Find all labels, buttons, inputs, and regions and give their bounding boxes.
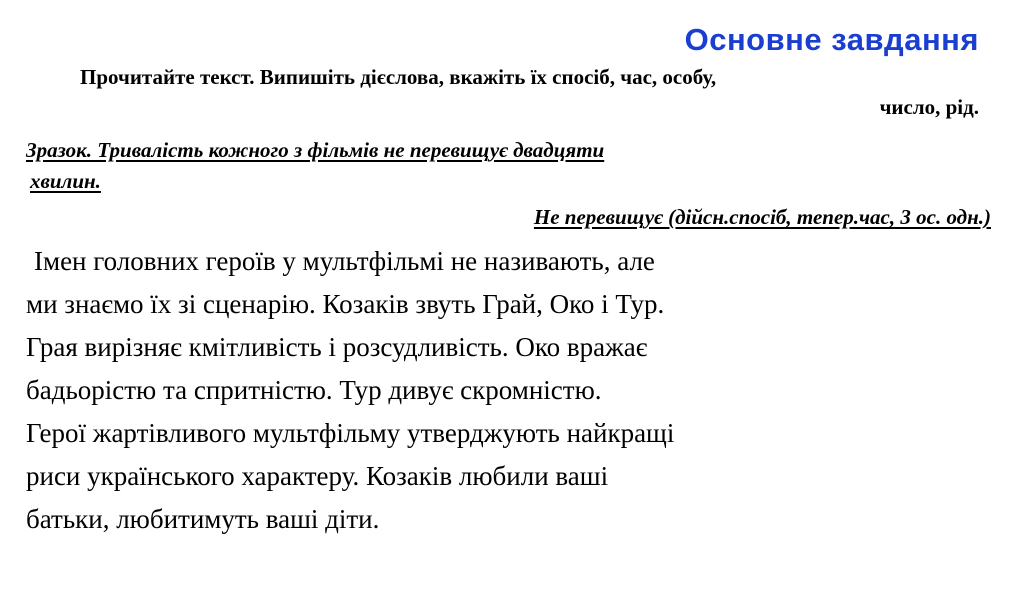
task-instruction-line-2: число, рід. [879, 95, 979, 119]
sample-answer [26, 205, 991, 230]
sample-answer-text: Не перевищує (дійсн.спосіб, тепер.час, 3 ос. одн.) [533, 205, 991, 229]
sample-line-2: хвилин. [30, 169, 101, 193]
sample-block [26, 135, 979, 197]
sample-line-1: Зразок. Тривалість кожного з фільмів не перевищує двадцяти [26, 138, 605, 162]
text-line: батьки, любитимуть ваші діти. [26, 504, 380, 534]
text-line: Імен головних героїв у мультфільмі не називають, але [34, 246, 655, 276]
text-line: Грая вирізняє кмітливість і розсудливість. Око вражає [26, 332, 648, 362]
task-instruction-line-1: Прочитайте текст. Випишіть дієслова, вкажіть їх спосіб, час, особу, [80, 65, 717, 89]
text-line: бадьорістю та спритністю. Тур дивує скромністю. [26, 375, 602, 405]
text-line: ми знаємо їх зі сценарію. Козаків звуть Грай, Око і Тур. [26, 289, 665, 319]
page-title: Основне завдання [684, 22, 979, 57]
text-line: Герої жартівливого мультфільму утверджують найкращі [26, 418, 675, 448]
text-line: риси українського характеру. Козаків любили ваші [26, 461, 609, 491]
reading-text [26, 240, 987, 541]
task-instruction [80, 62, 979, 122]
